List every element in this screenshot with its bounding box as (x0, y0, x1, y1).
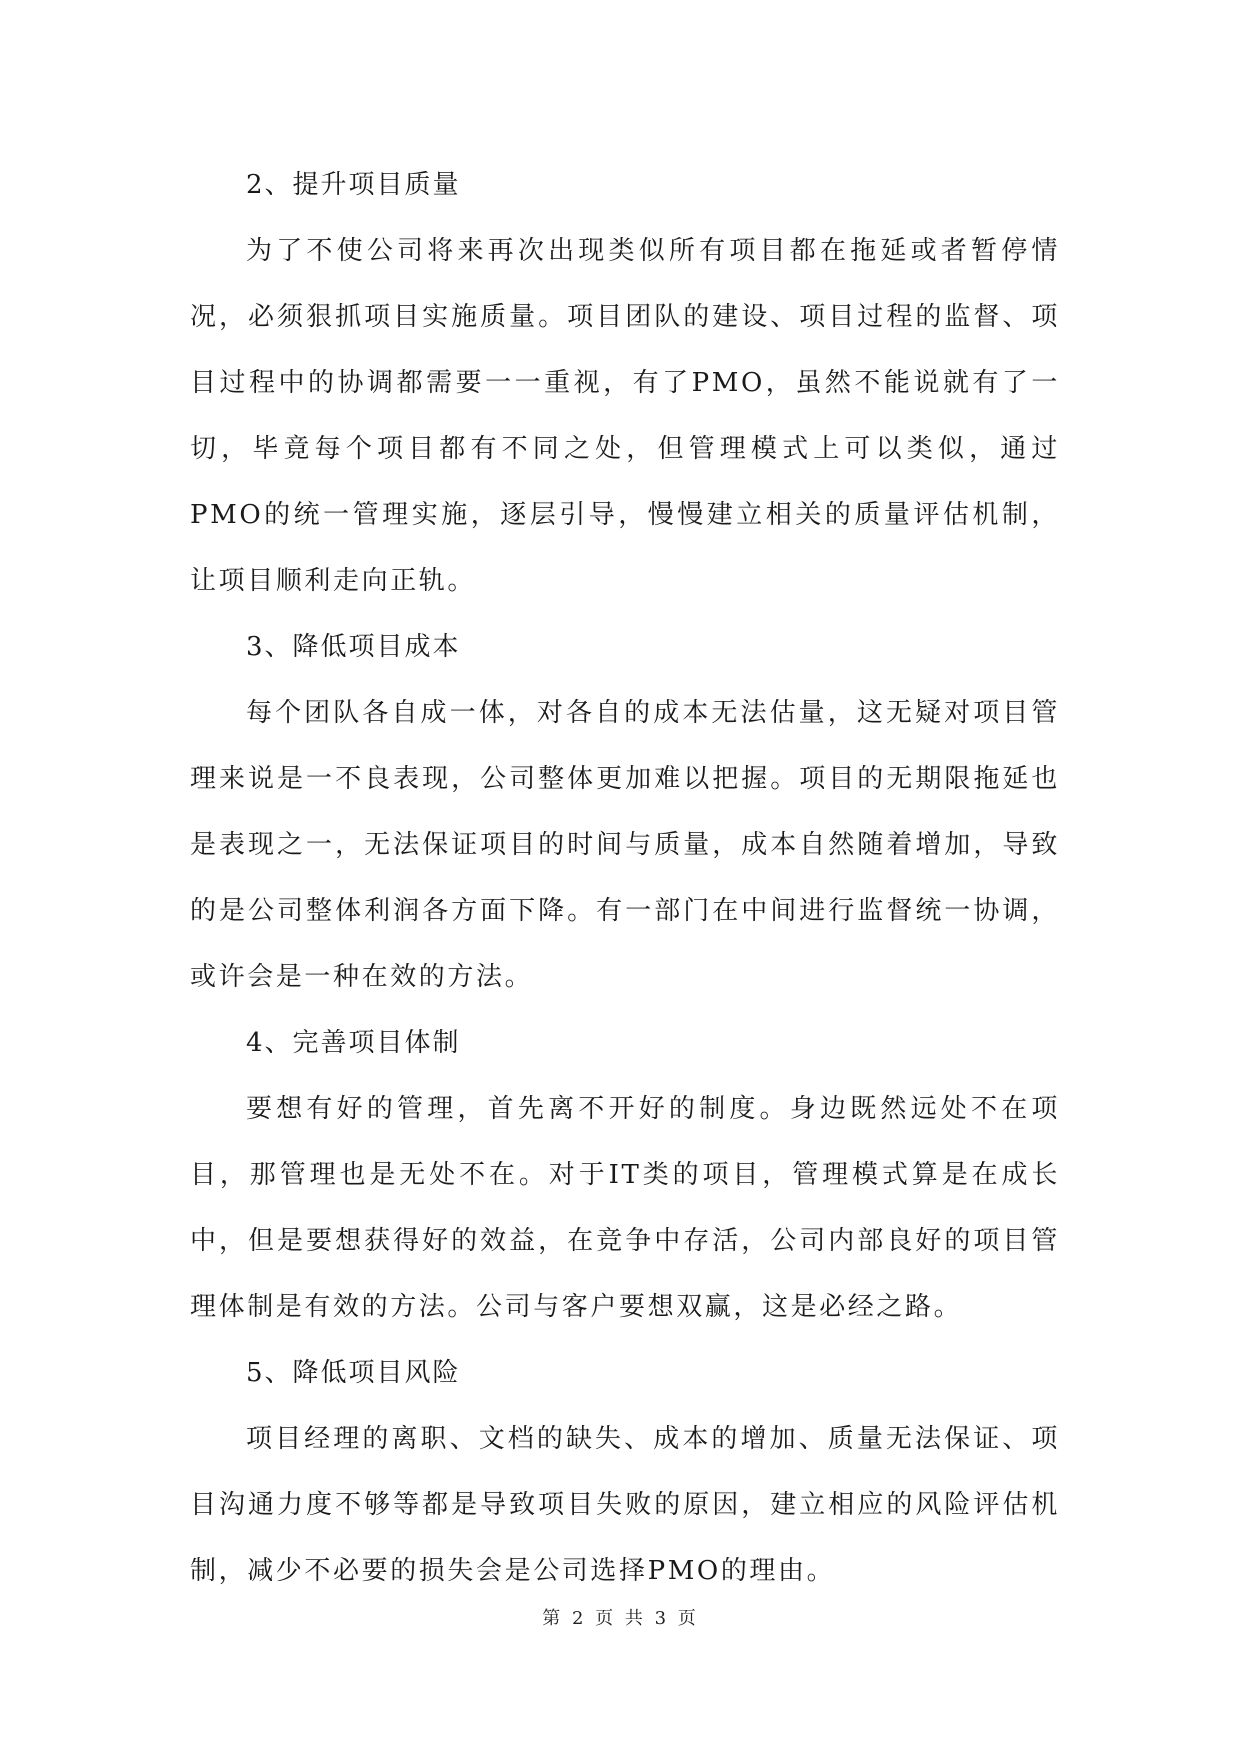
section-quality (190, 152, 1060, 614)
section-paragraph: 为了不使公司将来再次出现类似所有项目都在拖延或者暂停情况，必须狠抓项目实施质量。项目团队的建设、项目过程的监督、项目过程中的协调都需要一一重视，有了PMO，虽然不能说就有了一切，毕竟每个项目都有不同之处，但管理模式上可以类似，通过PMO的统一管理实施，逐层引导，慢慢建立相关的质量评估机制，让项目顺利走向正轨。 (190, 236, 1060, 596)
section-paragraph: 项目经理的离职、文档的缺失、成本的增加、质量无法保证、项目沟通力度不够等都是导致项目失败的原因，建立相应的风险评估机制，减少不必要的损失会是公司选择PMO的理由。 (190, 1424, 1060, 1586)
section-heading: 4、完善项目体制 (246, 1028, 461, 1058)
section-system (190, 1010, 1060, 1340)
document-body (190, 152, 1060, 1604)
page-number-footer: 第 2 页 共 3 页 (542, 1608, 699, 1629)
section-heading: 5、降低项目风险 (246, 1358, 461, 1388)
section-paragraph: 要想有好的管理，首先离不开好的制度。身边既然远处不在项目，那管理也是无处不在。对于IT类的项目，管理模式算是在成长中，但是要想获得好的效益，在竞争中存活，公司内部良好的项目管理体制是有效的方法。公司与客户要想双赢，这是必经之路。 (190, 1094, 1060, 1322)
section-paragraph: 每个团队各自成一体，对各自的成本无法估量，这无疑对项目管理来说是一不良表现，公司整体更加难以把握。项目的无期限拖延也是表现之一，无法保证项目的时间与质量，成本自然随着增加，导致的是公司整体利润各方面下降。有一部门在中间进行监督统一协调，或许会是一种在效的方法。 (190, 698, 1060, 992)
section-risk (190, 1340, 1060, 1604)
section-cost (190, 614, 1060, 1010)
section-heading: 3、降低项目成本 (246, 632, 461, 662)
section-heading: 2、提升项目质量 (246, 170, 461, 200)
